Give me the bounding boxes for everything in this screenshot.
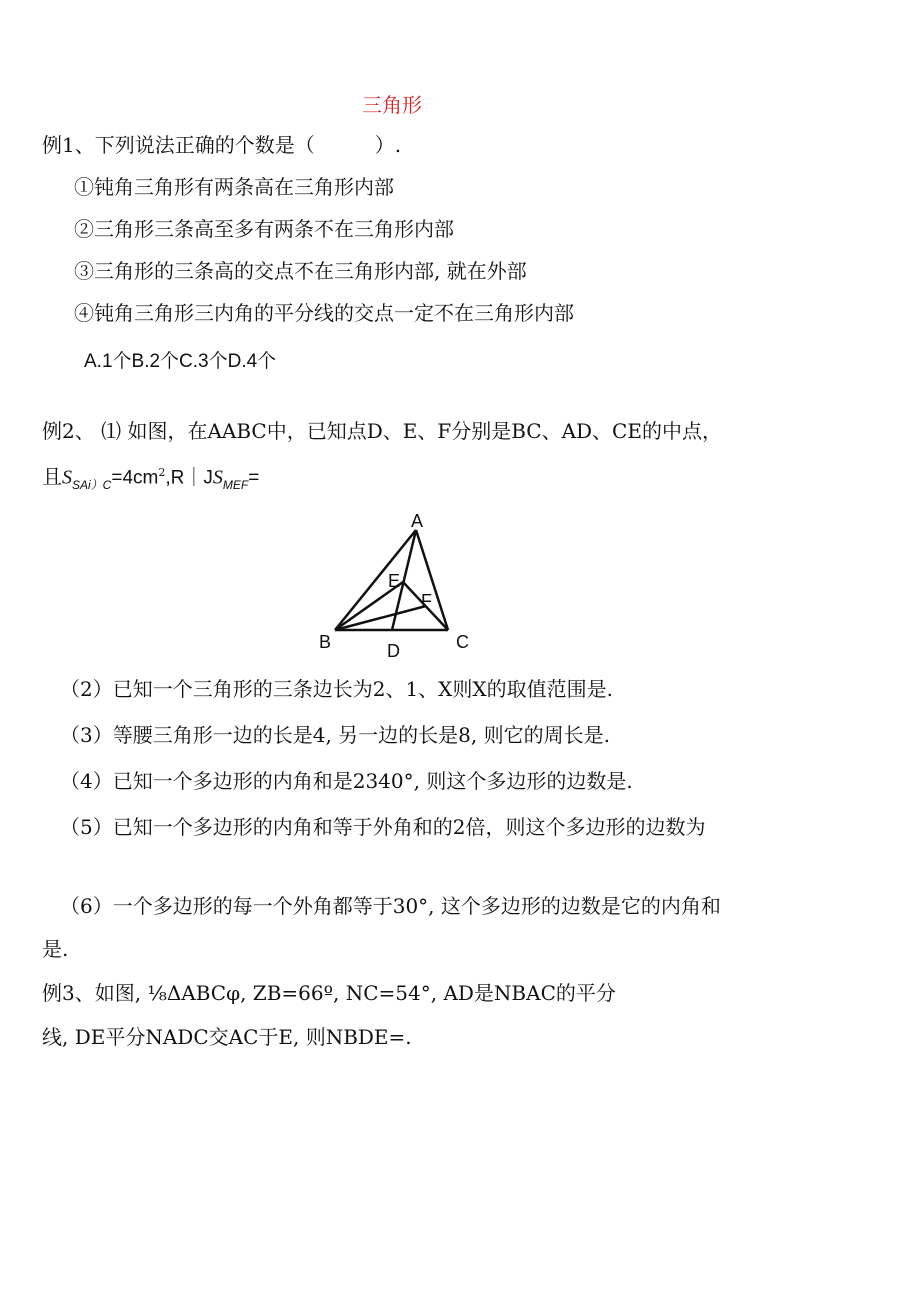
label-a: A	[411, 511, 424, 531]
area-symbol-2: S	[212, 466, 223, 489]
label-f: F	[421, 591, 432, 611]
area-subscript: SAi）C	[72, 477, 112, 492]
area-tail: ,R｜J	[165, 467, 213, 489]
page-title: 三角形	[362, 93, 422, 117]
example1-item-1: ①钝角三角形有两条高在三角形内部	[74, 175, 394, 199]
label-c: C	[456, 632, 469, 652]
area-end: =	[248, 467, 260, 489]
label-b: B	[319, 632, 332, 652]
example2-stem: 例2、 ⑴ 如图，在AABC中，已知点D、E、F分别是BC、AD、CE的中点，	[42, 419, 722, 443]
example2-question-6-cont: 是.	[42, 937, 69, 961]
example2-area-line	[42, 460, 259, 493]
example1-item-3: ③三角形的三条高的交点不在三角形内部, 就在外部	[74, 259, 527, 283]
example1-item-2: ②三角形三条高至多有两条不在三角形内部	[74, 217, 454, 241]
segment-ac	[416, 530, 448, 630]
example2-question-6: （6）一个多边形的每一个外角都等于30°, 这个多边形的边数是它的内角和	[60, 894, 721, 918]
area-exponent: 2	[158, 466, 166, 479]
area-subscript-2: MEF	[222, 477, 249, 492]
area-value: =4cm	[111, 467, 159, 489]
example2-question-5: （5）已知一个多边形的内角和等于外角和的2倍，则这个多边形的边数为	[60, 815, 706, 839]
example3-line-1: 例3、如图, ⅛ΔABCφ, ZB=66º, NC=54°, AD是NBAC的平分	[42, 981, 616, 1005]
area-prefix: 且	[42, 464, 62, 489]
segment-bf	[335, 606, 426, 630]
example3-line-2: 线, DE平分NADC交AC于E, 则NBDE=.	[42, 1025, 412, 1049]
example1-options: A.1个B.2个C.3个D.4个	[84, 351, 277, 372]
example2-question-4: （4）已知一个多边形的内角和是2340°, 则这个多边形的边数是.	[60, 769, 633, 793]
example1-stem: 例1、下列说法正确的个数是（ ）.	[42, 133, 402, 157]
example2-question-3: （3）等腰三角形一边的长是4, 另一边的长是8, 则它的周长是.	[60, 723, 610, 747]
label-d: D	[387, 641, 400, 661]
triangle-figure	[310, 508, 490, 663]
example1-item-4: ④钝角三角形三内角的平分线的交点一定不在三角形内部	[74, 301, 574, 325]
example2-question-2: （2）已知一个三角形的三条边长为2、1、X则X的取值范围是.	[60, 677, 614, 701]
area-symbol: S	[62, 466, 72, 489]
label-e: E	[388, 571, 401, 591]
